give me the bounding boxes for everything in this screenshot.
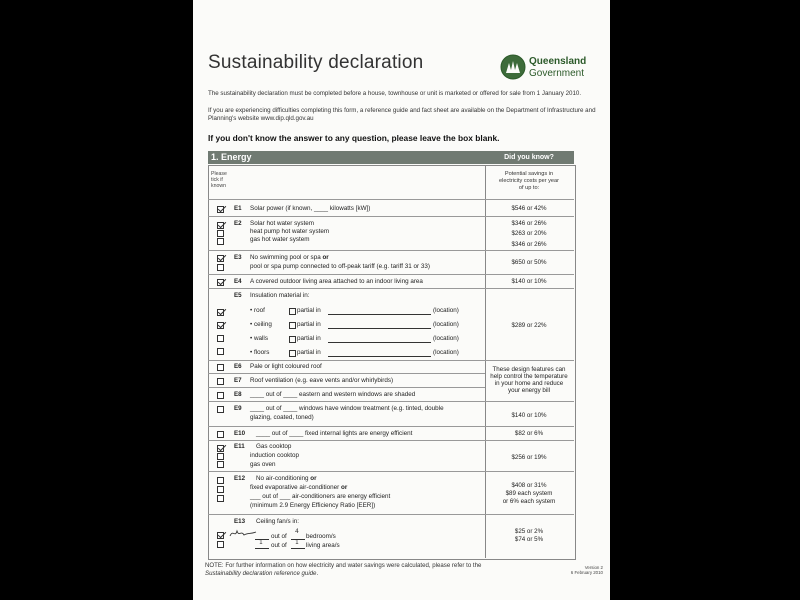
- page-title: Sustainability declaration: [208, 52, 424, 73]
- e4-checkbox[interactable]: [217, 279, 224, 286]
- e10-code: E10: [234, 430, 246, 437]
- row-divider: [208, 199, 574, 200]
- e4-code: E4: [234, 278, 242, 285]
- e5-option-floors-label: floors: [253, 349, 270, 356]
- e11-checkbox-gas-cooktop[interactable]: [217, 445, 224, 452]
- e9-code: E9: [234, 405, 242, 412]
- e13-line-2-out-of: out of: [271, 542, 287, 549]
- e12-line-2-text: fixed evaporative air-conditioner: [250, 484, 342, 491]
- e5-partial-floors-checkbox[interactable]: [289, 350, 296, 357]
- e12-checkbox-efficient[interactable]: [217, 495, 224, 502]
- intro-paragraph-1: The sustainability declaration must be completed before a house, townhouse or unit is marketed or offered for sale from 1 January 2010.: [208, 90, 582, 97]
- e7-checkbox[interactable]: [217, 378, 224, 385]
- e3-saving: $650 or 50%: [511, 259, 547, 266]
- e2-saving-3: $346 or 26%: [511, 241, 547, 248]
- e5-partial-floors: partial in: [297, 349, 321, 356]
- e13-code: E13: [234, 518, 246, 525]
- e10-checkbox[interactable]: [217, 431, 224, 438]
- e9-checkbox[interactable]: [217, 406, 224, 413]
- please-tick-line: Please: [211, 171, 227, 177]
- e5-code: E5: [234, 292, 242, 299]
- row-divider: [208, 401, 574, 402]
- e3-checkbox-no-pool[interactable]: [217, 255, 224, 262]
- e3-line-1: [250, 254, 329, 262]
- e9-saving: $140 or 10%: [511, 412, 547, 419]
- e5-saving: $289 or 22%: [511, 322, 547, 329]
- intro-paragraph-2: If you are experiencing difficulties completing this form, a reference guide and fact sheet are available on the Department of Infrastructure and Planning's website www.dip.qld.gov.au: [208, 107, 596, 122]
- e12-or-2: or: [341, 484, 348, 491]
- e9-line-2: glazing, coated, toned): [250, 414, 314, 421]
- design-features-note: [485, 366, 573, 394]
- e5-partial-roof: partial in: [297, 307, 321, 314]
- e12-line-1: [256, 475, 317, 483]
- e2-line-2: heat pump hot water system: [250, 228, 330, 235]
- e5-option-walls: • walls: [250, 335, 268, 342]
- e5-partial-ceiling: partial in: [297, 321, 321, 328]
- e13-checkbox-bedroom[interactable]: [217, 532, 224, 539]
- e10-saving: $82 or 6%: [514, 430, 544, 437]
- row-divider: [208, 426, 574, 427]
- e12-line-4: (minimum 2.9 Energy Efficiency Ratio [EER]): [250, 502, 376, 509]
- row-divider: [208, 373, 485, 374]
- e1-text: Solar power (if known, ____ kilowatts [kW]): [250, 205, 371, 212]
- e5-option-floors: • floors: [250, 349, 270, 356]
- e13-checkbox-living[interactable]: [217, 541, 224, 548]
- e1-code: E1: [234, 205, 242, 212]
- e7-text: Roof ventilation (e.g. eave vents and/or whirlybirds): [250, 377, 394, 384]
- logo-line-2: Government: [529, 68, 585, 79]
- e5-option-roof-label: roof: [253, 307, 265, 314]
- e5-location-ceiling-field[interactable]: [328, 328, 431, 329]
- footnote-text: NOTE: For further information on how electricity and water savings were calculated, please refer to the: [205, 562, 482, 569]
- e5-option-roof: • roof: [250, 307, 265, 314]
- e12-checkbox-evaporative[interactable]: [217, 486, 224, 493]
- e5-checkbox-ceiling[interactable]: [217, 322, 224, 329]
- e3-code: E3: [234, 254, 242, 261]
- e3-line-2: pool or spa pump connected to off-peak tariff (e.g. tariff 31 or 33): [250, 263, 430, 270]
- crest-icon: [500, 54, 526, 80]
- e13-line-1-out-of: out of: [271, 533, 287, 540]
- potential-savings-label: [485, 171, 573, 192]
- design-note-line: your energy bill: [508, 387, 550, 394]
- e13-signature-mark: [229, 527, 257, 541]
- version-info: [563, 565, 603, 576]
- e2-line-1: Solar hot water system: [250, 220, 315, 227]
- row-divider: [208, 360, 574, 361]
- row-divider: [208, 216, 574, 217]
- e5-option-ceiling: • ceiling: [250, 321, 272, 328]
- e11-line-3: gas oven: [250, 461, 276, 468]
- e13-living-count-handwritten: 1: [259, 539, 263, 546]
- e5-text: Insulation material in:: [250, 292, 310, 299]
- potential-savings-line: of up to:: [518, 185, 540, 191]
- row-divider: [208, 440, 574, 441]
- row-divider: [208, 274, 574, 275]
- e6-code: E6: [234, 363, 242, 370]
- e13-living-total-field[interactable]: [291, 548, 305, 549]
- version-number: Version 2: [584, 565, 603, 570]
- e5-option-ceiling-label: ceiling: [253, 321, 272, 328]
- e2-checkbox-gas[interactable]: [217, 238, 224, 245]
- e2-line-3: gas hot water system: [250, 236, 310, 243]
- please-tick-label: [211, 171, 227, 189]
- e5-option-walls-label: walls: [253, 335, 268, 342]
- e5-location-roof: (location): [433, 307, 459, 314]
- did-you-know-header: Did you know?: [485, 151, 573, 164]
- row-divider: [208, 514, 574, 515]
- e1-saving: $546 or 42%: [511, 205, 547, 212]
- declaration-form-page: [193, 0, 610, 600]
- e7-code: E7: [234, 377, 242, 384]
- row-divider: [208, 471, 574, 472]
- design-note-line: in your home and reduce: [494, 380, 564, 387]
- e4-text: A covered outdoor living area attached to an indoor living area: [250, 278, 423, 285]
- e12-line-1-text: No air-conditioning: [256, 475, 311, 482]
- design-note-line: help control the temperature: [490, 373, 568, 380]
- e4-saving: $140 or 10%: [511, 278, 547, 285]
- e13-saving-2: $74 or 5%: [514, 536, 544, 543]
- e5-partial-walls-checkbox[interactable]: [289, 336, 296, 343]
- e2-checkbox-solar[interactable]: [217, 222, 224, 229]
- e8-checkbox[interactable]: [217, 392, 224, 399]
- e5-location-floors: (location): [433, 349, 459, 356]
- potential-savings-line: electricity costs per year: [499, 178, 559, 184]
- e5-partial-walls: partial in: [297, 335, 321, 342]
- e5-location-walls: (location): [433, 335, 459, 342]
- instruction: If you don't know the answer to any question, please leave the box blank.: [208, 133, 500, 143]
- row-divider: [208, 250, 574, 251]
- e11-checkbox-gas-oven[interactable]: [217, 461, 224, 468]
- e5-location-floors-field[interactable]: [328, 356, 431, 357]
- e12-or-1: or: [310, 475, 317, 482]
- please-tick-line: tick if: [211, 177, 223, 183]
- e12-saving-1: $408 or 31%: [511, 482, 547, 489]
- e5-location-walls-field[interactable]: [328, 342, 431, 343]
- e6-checkbox[interactable]: [217, 364, 224, 371]
- e11-line-1: Gas cooktop: [256, 443, 292, 450]
- e2-checkbox-heat-pump[interactable]: [217, 230, 224, 237]
- e5-checkbox-walls[interactable]: [217, 335, 224, 342]
- e13-saving-1: $25 or 2%: [514, 528, 544, 535]
- e11-code: E11: [234, 443, 245, 450]
- e13-living-total-handwritten: 1: [295, 539, 299, 546]
- e2-saving-2: $263 or 20%: [511, 230, 547, 237]
- handwritten-scribble-icon: [229, 527, 257, 539]
- e5-partial-ceiling-checkbox[interactable]: [289, 322, 296, 329]
- e11-checkbox-induction[interactable]: [217, 453, 224, 460]
- footnote: [205, 562, 505, 577]
- e12-saving-2: $89 each system: [505, 490, 553, 497]
- e12-checkbox-no-ac[interactable]: [217, 477, 224, 484]
- e13-living-count-field[interactable]: [255, 548, 269, 549]
- e5-partial-roof-checkbox[interactable]: [289, 308, 296, 315]
- e12-line-3: ___ out of ___ air-conditioners are energy efficient: [250, 493, 391, 500]
- e5-location-ceiling: (location): [433, 321, 459, 328]
- e13-line-1-end: bedroom/s: [306, 533, 336, 540]
- version-date: 6 February 2010: [570, 570, 603, 576]
- queensland-government-logo: [500, 54, 600, 82]
- e3-line-1-text: No swimming pool or spa: [250, 254, 323, 261]
- e12-code: E12: [234, 475, 246, 482]
- e13-line-2-end: living area/s: [306, 542, 340, 549]
- reference-guide-title: Sustainability declaration reference guide: [205, 569, 317, 577]
- e3-checkbox-offpeak[interactable]: [217, 264, 224, 271]
- please-tick-line: known: [211, 183, 226, 189]
- e8-code: E8: [234, 391, 242, 398]
- e1-checkbox[interactable]: [217, 206, 224, 213]
- e11-line-2: induction cooktop: [250, 452, 300, 459]
- e12-line-2: [250, 484, 347, 492]
- e13-text: Ceiling fan/s in:: [256, 518, 300, 525]
- e2-code: E2: [234, 220, 242, 227]
- e11-saving: $256 or 19%: [511, 454, 547, 461]
- e13-bedroom-total-handwritten: 4: [295, 528, 299, 535]
- design-note-line: These design features can: [492, 366, 566, 373]
- e6-text: Pale or light coloured roof: [250, 363, 322, 370]
- potential-savings-line: Potential savings in: [504, 171, 554, 177]
- e5-location-roof-field[interactable]: [328, 314, 431, 315]
- footnote-end: .: [316, 569, 319, 577]
- row-divider: [208, 387, 485, 388]
- row-divider: [208, 288, 574, 289]
- section-title: 1. Energy: [211, 152, 252, 162]
- e2-saving-1: $346 or 26%: [511, 220, 547, 227]
- e5-checkbox-floors[interactable]: [217, 348, 224, 355]
- e10-text: ____ out of ____ fixed internal lights are energy efficient: [256, 430, 413, 437]
- e8-text: ____ out of ____ eastern and western windows are shaded: [250, 391, 416, 398]
- e3-or: or: [322, 254, 329, 261]
- logo-line-1: Queensland: [529, 56, 587, 67]
- e12-saving-3: or 6% each system: [502, 498, 556, 505]
- e9-line-1: ____ out of ____ windows have window treatment (e.g. tinted, double: [250, 405, 444, 412]
- e5-checkbox-roof[interactable]: [217, 309, 224, 316]
